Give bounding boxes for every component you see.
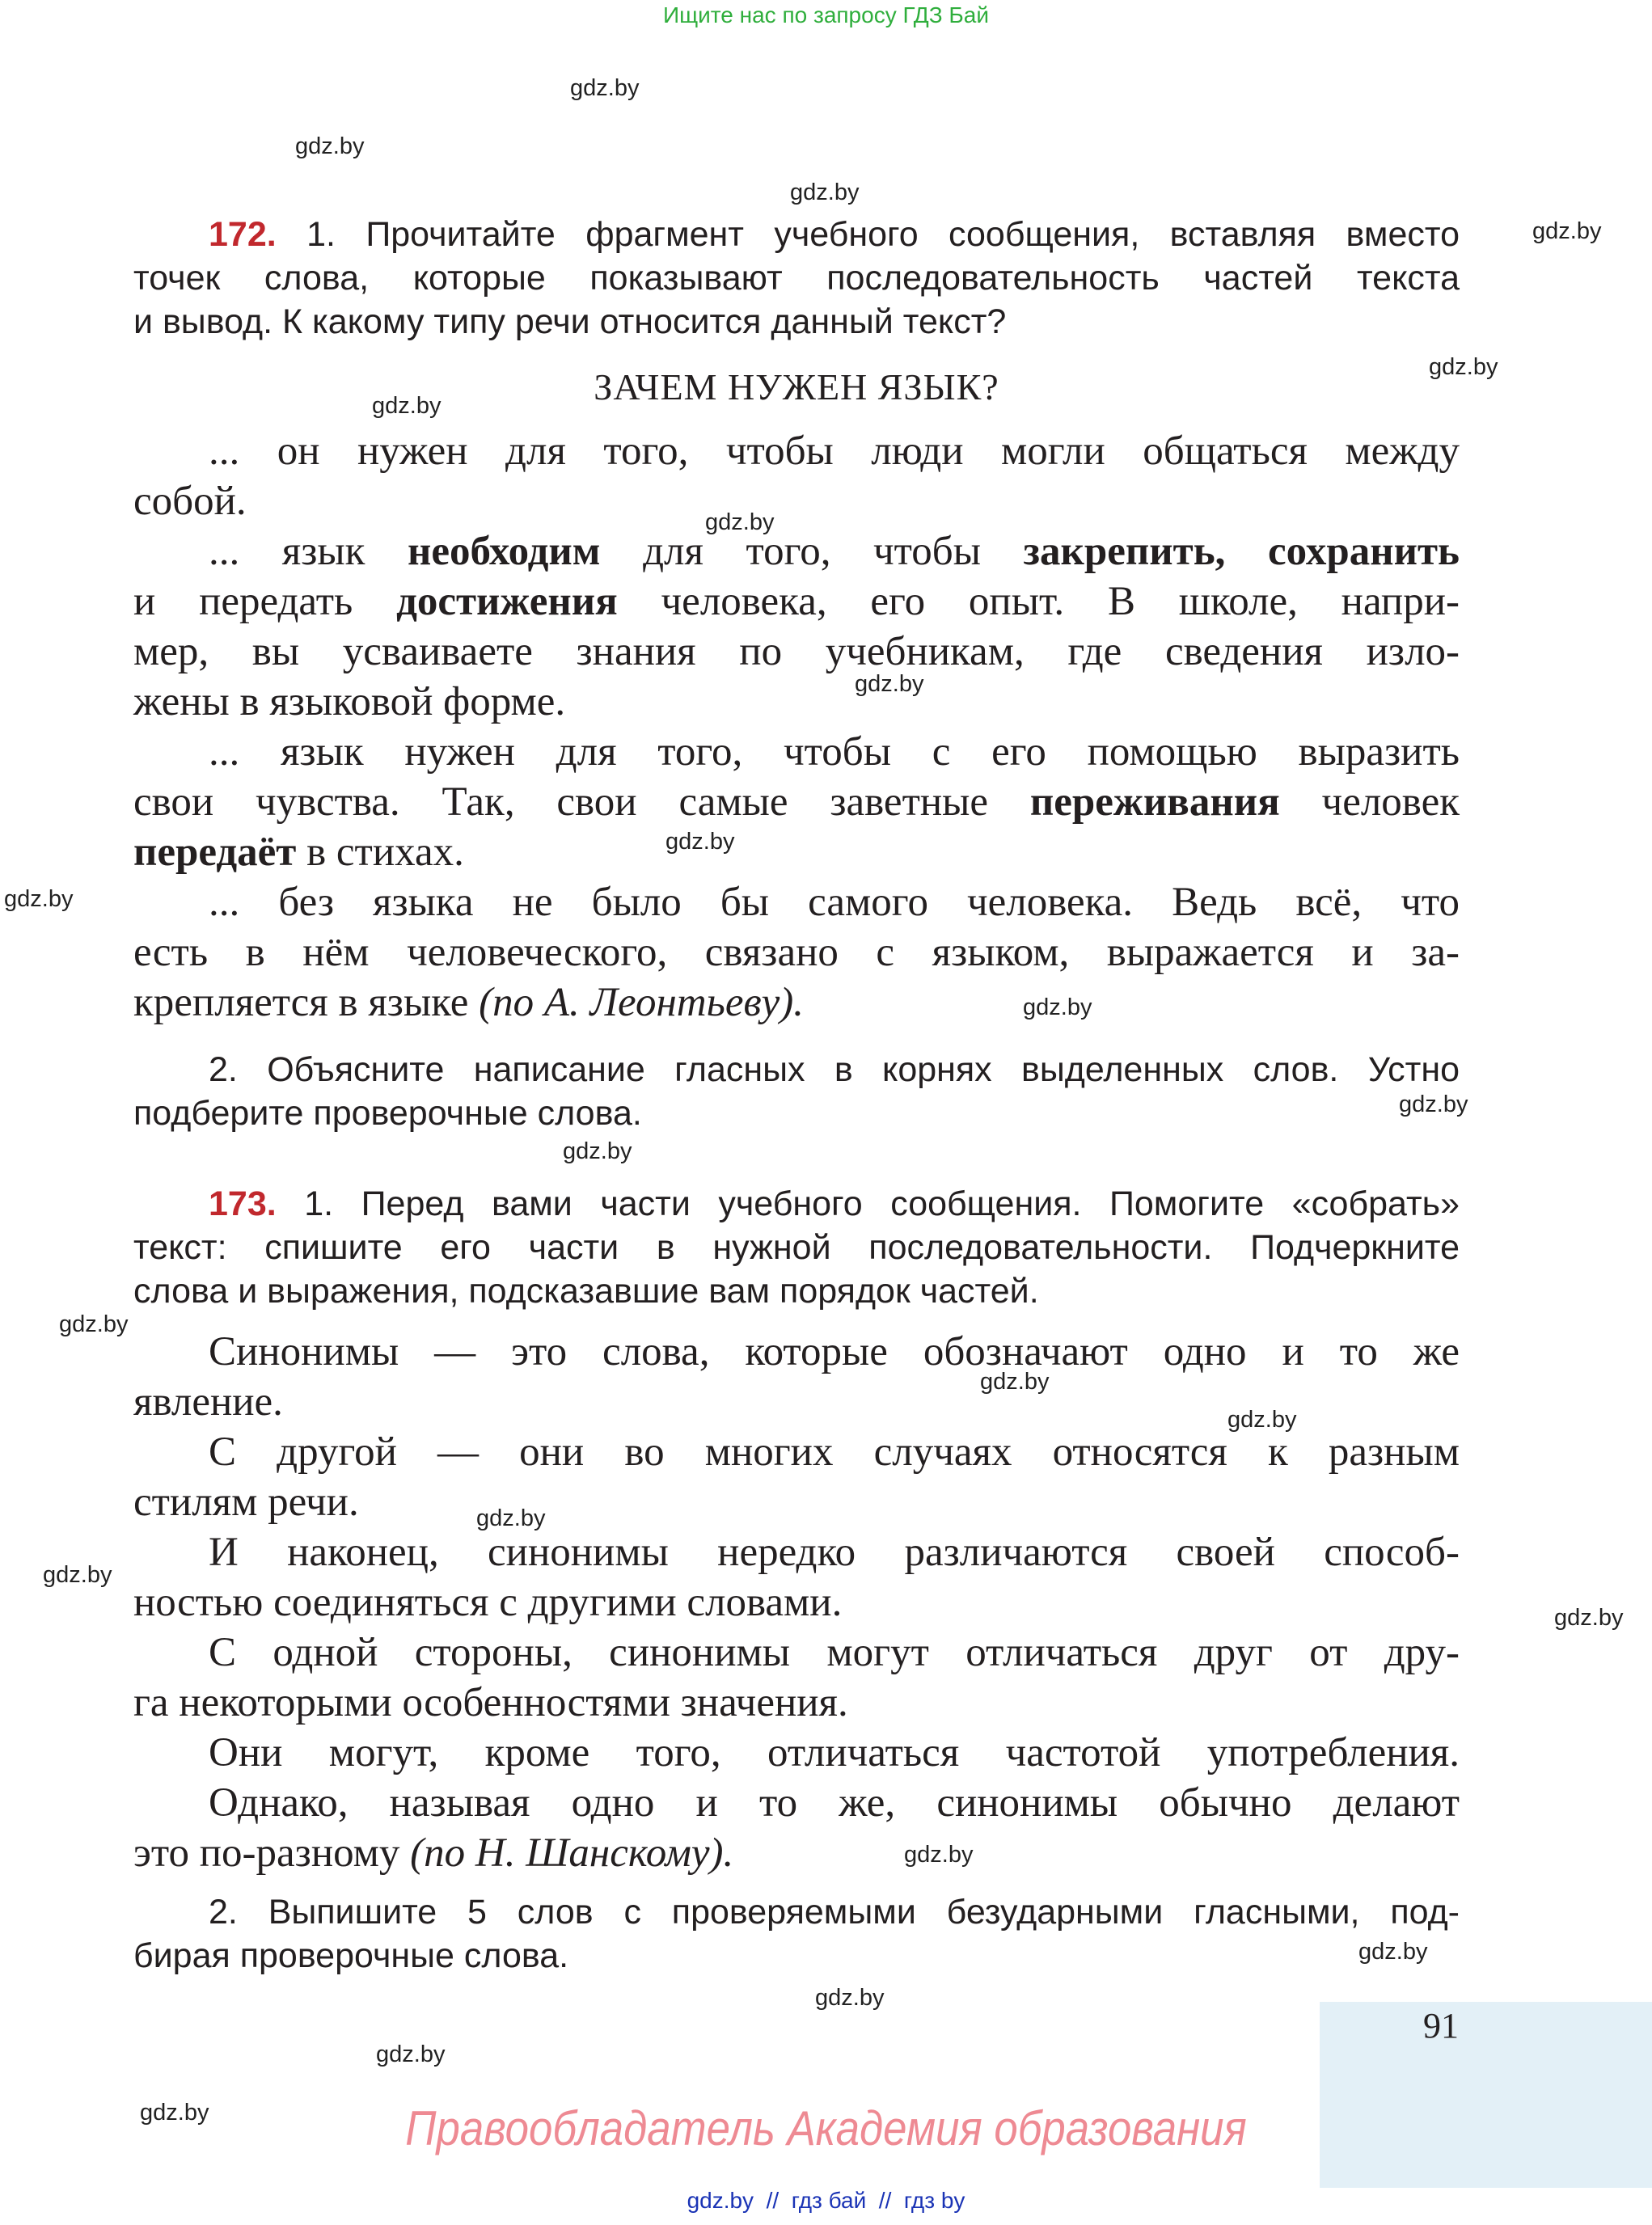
exercise-173-task-2 [133, 1890, 1460, 1978]
bottom-links[interactable]: gdz.by // гдз бай // гдз by [687, 2188, 965, 2213]
watermark: gdz.by [665, 829, 735, 855]
paragraph-line: ностью соединяться с другими словами. [133, 1580, 843, 1625]
watermark: gdz.by [1429, 354, 1498, 380]
task-line: бирая проверочные слова. [133, 1936, 569, 1975]
exercise-173-text [133, 1327, 1460, 1878]
paragraph-line: собой. [133, 479, 247, 524]
page-number: 91 [1423, 2006, 1459, 2046]
task-line: 2. Объясните написание гласных в корнях выделенных слов. Устно [209, 1050, 1460, 1089]
paragraph-line: передаёт в стихах. [133, 830, 464, 875]
watermark: gdz.by [4, 886, 74, 912]
task-line: слова и выражения, подсказавшие вам порядок частей. [133, 1272, 1039, 1311]
watermark: gdz.by [1358, 1939, 1428, 1965]
watermark: gdz.by [815, 1985, 885, 2011]
task-line: 173. 1. Перед вами части учебного сообщения. Помогите «собрать» [209, 1184, 1460, 1223]
exercise-172-task-2 [133, 1048, 1460, 1135]
watermark: gdz.by [1399, 1091, 1468, 1117]
watermark: gdz.by [570, 75, 640, 101]
watermark: gdz.by [790, 179, 860, 205]
watermark: gdz.by [1227, 1407, 1297, 1433]
paragraph-line: ... он нужен для того, чтобы люди могли общаться между [209, 429, 1460, 474]
watermark: gdz.by [59, 1311, 129, 1337]
copyright-notice: Правообладатель Академия образования [405, 2101, 1247, 2155]
watermark: gdz.by [1532, 218, 1602, 244]
paragraph-line: и передать достижения человека, его опыт. В школе, напри- [133, 579, 1460, 624]
paragraph-line: Синонимы — это слова, которые обозначают одно и то же [209, 1329, 1460, 1374]
watermark: gdz.by [476, 1505, 546, 1531]
exercise-172-text [133, 426, 1460, 1028]
watermark: gdz.by [980, 1369, 1050, 1395]
watermark: gdz.by [1554, 1605, 1624, 1631]
exercise-number: 173. [209, 1184, 277, 1223]
paragraph-line: ... язык необходим для того, чтобы закрепить, сохранить [209, 529, 1460, 574]
watermark: gdz.by [43, 1562, 112, 1588]
paragraph-line: И наконец, синонимы нередко различаются своей способ- [209, 1530, 1460, 1575]
task-line: и вывод. К какому типу речи относится данный текст? [133, 302, 1007, 341]
text-heading: ЗАЧЕМ НУЖЕН ЯЗЫК? [594, 366, 999, 407]
source-attribution: (по А. Леонтьеву). [479, 980, 804, 1025]
watermark: gdz.by [705, 509, 775, 535]
exercise-173-task-1 [133, 1182, 1460, 1313]
source-attribution: (по Н. Шанскому). [410, 1830, 734, 1876]
paragraph-line: С одной стороны, синонимы могут отличаться друг от дру- [209, 1630, 1460, 1675]
exercise-number: 172. [209, 215, 277, 254]
task-line: подберите проверочные слова. [133, 1094, 642, 1133]
paragraph-line: свои чувства. Так, свои самые заветные переживания человек [133, 779, 1460, 825]
watermark: gdz.by [372, 393, 442, 419]
paragraph-line: га некоторыми особенностями значения. [133, 1680, 848, 1725]
watermark: gdz.by [140, 2100, 209, 2126]
paragraph-line: С другой — они во многих случаях относятся к разным [209, 1429, 1460, 1475]
watermark: gdz.by [376, 2041, 446, 2067]
exercise-172-task-1 [133, 213, 1460, 344]
paragraph-line: Однако, называя одно и то же, синонимы обычно делают [209, 1780, 1460, 1826]
paragraph-line: жены в языковой форме. [133, 679, 566, 724]
paragraph-line: мер, вы усваиваете знания по учебникам, где сведения изло- [133, 629, 1460, 674]
paragraph-line: крепляется в языке (по А. Леонтьеву). [133, 980, 804, 1025]
watermark: gdz.by [295, 133, 365, 159]
paragraph-line: ... язык нужен для того, чтобы с его помощью выразить [209, 729, 1460, 775]
task-line: 172. 1. Прочитайте фрагмент учебного сообщения, вставляя вместо [209, 215, 1460, 254]
watermark: gdz.by [855, 671, 924, 697]
paragraph-line: есть в нём человеческого, связано с языком, выражается и за- [133, 930, 1460, 975]
paragraph-line: это по-разному (по Н. Шанскому). [133, 1830, 734, 1876]
top-banner[interactable]: Ищите нас по запросу ГДЗ Бай [662, 2, 990, 27]
task-line: точек слова, которые показывают последовательность частей текста [133, 259, 1460, 298]
watermark: gdz.by [563, 1138, 632, 1164]
paragraph-line: Они могут, кроме того, отличаться частотой употребления. [209, 1730, 1460, 1775]
watermark: gdz.by [1023, 994, 1092, 1020]
paragraph-line: явление. [133, 1379, 283, 1425]
paragraph-line: стилям речи. [133, 1480, 359, 1525]
paragraph-line: ... без языка не было бы самого человека. Ведь всё, что [209, 880, 1460, 925]
task-line: текст: спишите его части в нужной последовательности. Подчеркните [133, 1228, 1460, 1267]
watermark: gdz.by [904, 1842, 974, 1868]
task-line: 2. Выпишите 5 слов с проверяемыми безударными гласными, под- [209, 1893, 1460, 1932]
